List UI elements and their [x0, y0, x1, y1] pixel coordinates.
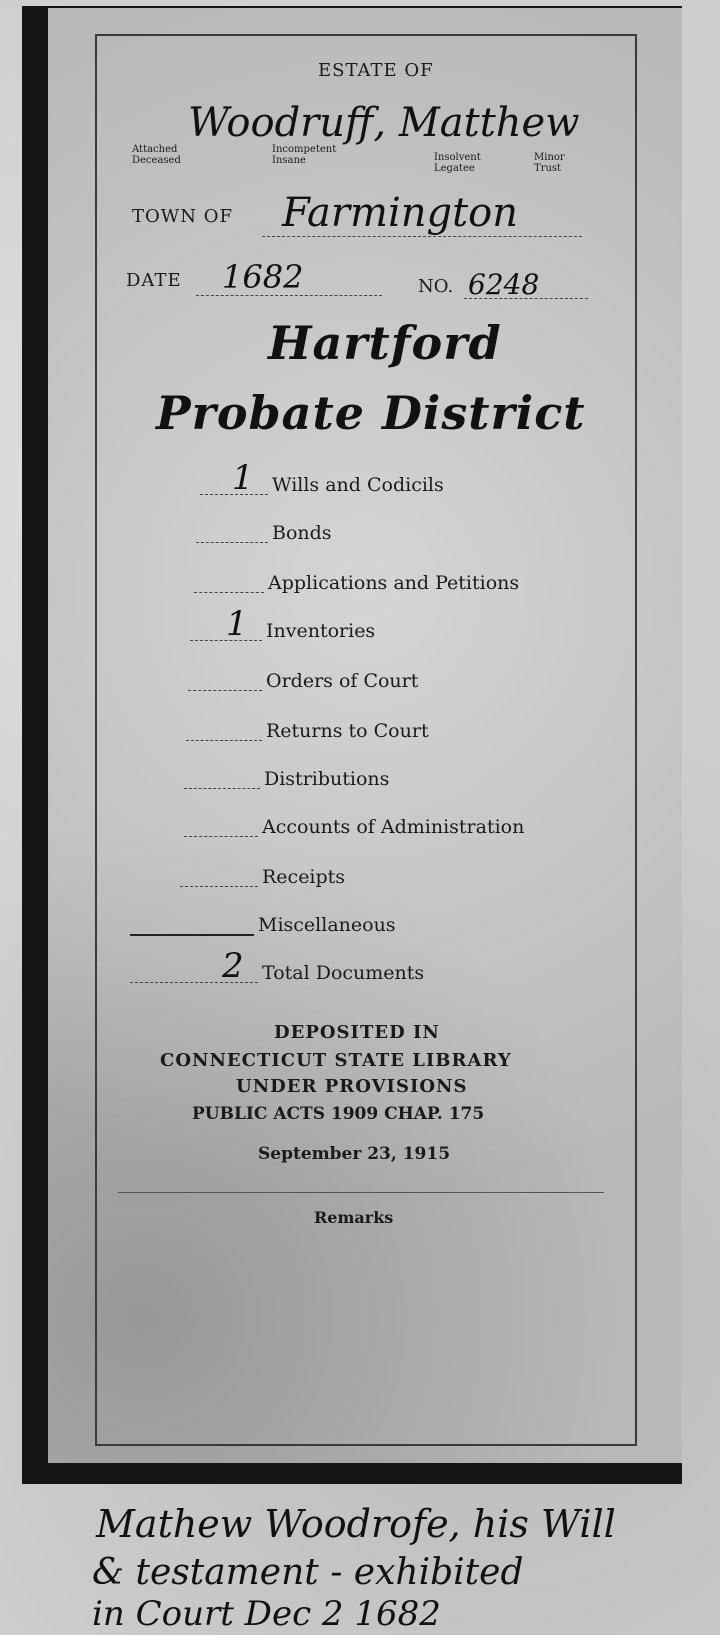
document-count: 1	[232, 458, 254, 498]
document-count-rule	[188, 690, 262, 691]
connecticut-state-library: CONNECTICUT STATE LIBRARY	[160, 1050, 512, 1071]
note-line-3: in Court Dec 2 1682	[92, 1594, 441, 1634]
status-legatee: Legatee	[434, 163, 475, 174]
estate-name: Woodruff, Matthew	[188, 100, 580, 146]
no-label: NO.	[418, 276, 454, 297]
document-label: Wills and Codicils	[272, 474, 444, 496]
estate-of-label: ESTATE OF	[318, 60, 434, 81]
note-line-1: Mathew Woodrofe, his Will	[96, 1502, 616, 1546]
document-count: 2	[222, 946, 244, 986]
status-insolvent-legatee	[434, 152, 481, 174]
town-value: Farmington	[282, 190, 519, 236]
document-count: 1	[226, 604, 248, 644]
status-minor: Minor	[534, 152, 565, 163]
district-name: Probate District	[156, 386, 586, 440]
town-rule	[262, 236, 582, 237]
document-label: Receipts	[262, 866, 346, 888]
document-label: Orders of Court	[266, 670, 419, 692]
status-incompetent: Incompetent	[272, 144, 337, 155]
status-attached: Attached	[132, 144, 178, 155]
status-insane: Insane	[272, 155, 306, 166]
document-count-rule	[130, 934, 254, 936]
document-count-rule	[180, 886, 258, 887]
status-deceased: Deceased	[132, 155, 181, 166]
document-count-rule	[184, 836, 258, 837]
document-label: Miscellaneous	[258, 914, 396, 936]
under-provisions: UNDER PROVISIONS	[236, 1076, 468, 1097]
deposit-date: September 23, 1915	[258, 1144, 451, 1164]
note-line-2: & testament - exhibited	[92, 1552, 524, 1593]
document-count-rule	[186, 740, 262, 741]
document-label: Inventories	[266, 620, 376, 642]
status-minor-trust	[534, 152, 565, 174]
remarks-label: Remarks	[314, 1208, 394, 1227]
date-value: 1682	[222, 258, 304, 296]
district-city: Hartford	[268, 316, 502, 370]
document-label: Total Documents	[262, 962, 425, 984]
status-attached-deceased	[132, 144, 181, 166]
deposited-in: DEPOSITED IN	[274, 1022, 440, 1043]
document-count-rule	[194, 592, 264, 593]
document-label: Accounts of Administration	[262, 816, 525, 838]
document-count-rule	[184, 788, 260, 789]
public-acts: PUBLIC ACTS 1909 CHAP. 175	[192, 1104, 485, 1124]
status-trust: Trust	[534, 163, 562, 174]
document-label: Bonds	[272, 522, 332, 544]
town-of-label: TOWN OF	[132, 206, 233, 227]
status-insolvent: Insolvent	[434, 152, 481, 163]
remarks-rule	[118, 1192, 604, 1193]
date-label: DATE	[126, 270, 182, 291]
status-incompetent-insane	[272, 144, 336, 166]
document-label: Applications and Petitions	[268, 572, 520, 594]
document-count-rule	[196, 542, 268, 543]
no-value: 6248	[468, 268, 540, 301]
document-label: Distributions	[264, 768, 390, 790]
document-label: Returns to Court	[266, 720, 429, 742]
